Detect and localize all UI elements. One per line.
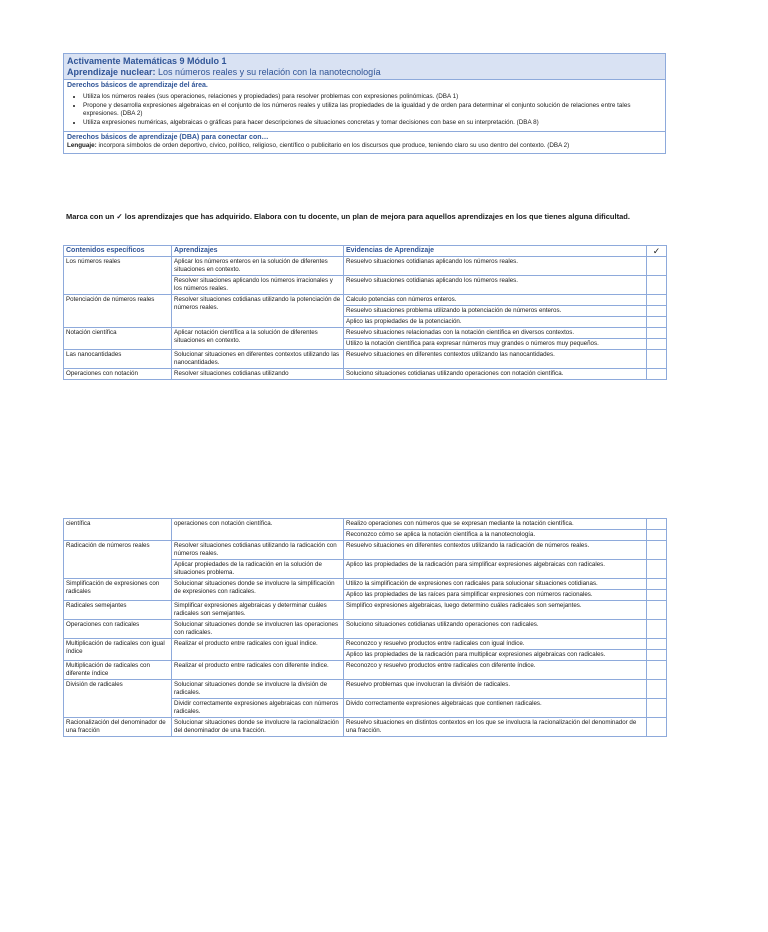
header-contenidos: Contenidos específicos (64, 246, 172, 257)
aprendizaje-cell: operaciones con notación científica. (172, 519, 344, 541)
contenido-cell: Multiplicación de radicales con igual índice (64, 639, 172, 661)
evidencia-cell: Soluciono situaciones cotidianas utilizando operaciones con radicales. (344, 620, 647, 639)
contenido-cell: Radicación de números reales (64, 541, 172, 579)
evidencia-cell: Realizo operaciones con números que se expresan mediante la notación científica. (344, 519, 647, 530)
table-row (64, 620, 667, 639)
aprendizaje-cell: Solucionar situaciones en diferentes contextos utilizando las nanocantidades. (172, 350, 344, 369)
aprendizaje-cell: Aplicar notación científica a la solución de diferentes situaciones en contexto. (172, 328, 344, 350)
check-cell[interactable] (647, 590, 667, 601)
contenido-cell: Operaciones con notación (64, 369, 172, 380)
dba-list (67, 93, 662, 127)
aprendizaje-cell: Realizar el producto entre radicales con diferente índice. (172, 661, 344, 680)
contenido-cell: Multiplicación de radicales con diferente índice (64, 661, 172, 680)
evidencia-cell: Soluciono situaciones cotidianas utilizando operaciones con notación científica. (344, 369, 647, 380)
evidencia-cell: Aplico las propiedades de la radicación para multiplicar expresiones algebraicas con radicales. (344, 650, 647, 661)
check-cell[interactable] (647, 328, 667, 339)
check-cell[interactable] (647, 339, 667, 350)
instruction-text: Marca con un ✓ los aprendizajes que has adquirido. Elabora con tu docente, un plan de mejora para aquellos aprendizajes en los que tienes alguna dificultad. (66, 212, 630, 221)
check-cell[interactable] (647, 317, 667, 328)
check-cell[interactable] (647, 639, 667, 650)
contenido-cell: Simplificación de expresiones con radicales (64, 579, 172, 601)
dba-item: • Utiliza los números reales (sus operaciones, relaciones y propiedades) para resolver problemas con expresiones polinómicas. (DBA 1) (83, 93, 662, 101)
evidencia-cell: Resuelvo situaciones en diferentes contextos utilizando la radicación de números reales. (344, 541, 647, 560)
evidencia-cell: Aplico las propiedades de la radicación para simplificar expresiones algebraicas con radicales. (344, 560, 647, 579)
dba-item: • Utiliza expresiones numéricas, algebraicas o gráficas para hacer descripciones de situaciones concretas y tomar decisiones con base en su interpretación. (DBA 8) (83, 119, 662, 127)
table-row (64, 519, 667, 530)
evidencia-cell: Calculo potencias con números enteros. (344, 295, 647, 306)
evidencia-cell: Reconozco cómo se aplica la notación científica a la nanotecnología. (344, 530, 647, 541)
contenido-cell: Radicales semejantes (64, 601, 172, 620)
check-cell[interactable] (647, 519, 667, 530)
table-row (64, 328, 667, 339)
evidencia-cell: Resuelvo situaciones cotidianas aplicando los números reales. (344, 257, 647, 276)
table-row (64, 295, 667, 306)
aprendizaje-cell: Simplificar expresiones algebraicas y determinar cuáles radicales son semejantes. (172, 601, 344, 620)
table-row (64, 661, 667, 680)
learning-nucleus (67, 67, 662, 78)
check-cell[interactable] (647, 530, 667, 541)
evidencia-cell: Aplico las propiedades de las raíces para simplificar expresiones con números racionales. (344, 590, 647, 601)
evidencia-cell: Resuelvo situaciones problema utilizando la potenciación de números enteros. (344, 306, 647, 317)
module-title: Activamente Matemáticas 9 Módulo 1 (67, 56, 227, 66)
dba-section (64, 80, 665, 131)
evidencia-cell: Divido correctamente expresiones algebraicas que contienen radicales. (344, 699, 647, 718)
contenido-cell: División de radicales (64, 680, 172, 718)
check-cell[interactable] (647, 560, 667, 579)
evidencia-cell: Utilizo la notación científica para expresar números muy grandes o números muy pequeños. (344, 339, 647, 350)
evidencia-cell: Resuelvo problemas que involucran la división de radicales. (344, 680, 647, 699)
contenido-cell: Racionalización del denominador de una fracción (64, 718, 172, 737)
evidencia-cell: Reconozco y resuelvo productos entre radicales con diferente índice. (344, 661, 647, 680)
aprendizaje-cell: Solucionar situaciones donde se involucre la simplificación de expresiones con radicales. (172, 579, 344, 601)
check-cell[interactable] (647, 601, 667, 620)
evidencia-cell: Resuelvo situaciones relacionadas con la notación científica en diversos contextos. (344, 328, 647, 339)
check-cell[interactable] (647, 718, 667, 737)
check-cell[interactable] (647, 257, 667, 276)
contenido-cell: Las nanocantidades (64, 350, 172, 369)
check-cell[interactable] (647, 661, 667, 680)
aprendizaje-cell: Dividir correctamente expresiones algebraicas con números radicales. (172, 699, 344, 718)
check-cell[interactable] (647, 541, 667, 560)
table-row (64, 369, 667, 380)
learning-table-page1 (63, 245, 667, 380)
lenguaje-label: Lenguaje: (67, 142, 97, 149)
connect-title: Derechos básicos de aprendizaje (DBA) para conectar con… (67, 134, 269, 141)
check-cell[interactable] (647, 369, 667, 380)
check-cell[interactable] (647, 579, 667, 590)
table-row (64, 541, 667, 560)
header-check: ✓ (647, 246, 667, 257)
evidencia-cell: Utilizo la simplificación de expresiones con radicales para solucionar situaciones cotidianas. (344, 579, 647, 590)
evidencia-cell: Reconozco y resuelvo productos entre radicales con igual índice. (344, 639, 647, 650)
header-title-block (64, 54, 665, 80)
evidencia-cell: Simplifico expresiones algebraicas, luego determino cuáles radicales son semejantes. (344, 601, 647, 620)
lenguaje-text: incorpora símbolos de orden deportivo, cívico, político, religioso, científico o publicitario en los discursos que produce, teniendo claro su uso dentro del contexto. (DBA 2) (98, 142, 570, 149)
check-cell[interactable] (647, 680, 667, 699)
table-header-row (64, 246, 667, 257)
header-evidencias: Evidencias de Aprendizaje (344, 246, 647, 257)
contenido-cell: Operaciones con radicales (64, 620, 172, 639)
aprendizaje-cell: Solucionar situaciones donde se involucre la división de radicales. (172, 680, 344, 699)
header-box (63, 53, 666, 154)
table-row (64, 579, 667, 590)
aprendizaje-cell: Solucionar situaciones donde se involucren las operaciones con radicales. (172, 620, 344, 639)
learning-table-page2 (63, 518, 667, 737)
aprendizaje-cell: Aplicar propiedades de la radicación en la solución de situaciones problema. (172, 560, 344, 579)
evidencia-cell: Aplico las propiedades de la potenciación. (344, 317, 647, 328)
check-cell[interactable] (647, 306, 667, 317)
aprendizaje-cell: Realizar el producto entre radicales con igual índice. (172, 639, 344, 661)
contenido-cell: Notación científica (64, 328, 172, 350)
check-cell[interactable] (647, 276, 667, 295)
aprendizaje-cell: Resolver situaciones cotidianas utilizando (172, 369, 344, 380)
header-aprendizajes: Aprendizajes (172, 246, 344, 257)
check-cell[interactable] (647, 620, 667, 639)
aprendizaje-cell: Solucionar situaciones donde se involucre la racionalización del denominador de una fracción. (172, 718, 344, 737)
table-row (64, 680, 667, 699)
table-row (64, 257, 667, 276)
evidencia-cell: Resuelvo situaciones cotidianas aplicando los números reales. (344, 276, 647, 295)
contenido-cell: Potenciación de números reales (64, 295, 172, 328)
aprendizaje-cell: Resolver situaciones cotidianas utilizando la radicación con números reales. (172, 541, 344, 560)
table-row (64, 601, 667, 620)
connect-lenguaje (67, 142, 662, 150)
connect-section (64, 131, 665, 153)
check-cell[interactable] (647, 350, 667, 369)
check-cell[interactable] (647, 650, 667, 661)
aprendizaje-cell: Resolver situaciones cotidianas utilizando la potenciación de números reales. (172, 295, 344, 328)
learning-nucleus-value: Los números reales y su relación con la nanotecnología (158, 67, 381, 77)
aprendizaje-cell: Resolver situaciones aplicando los números irracionales y los números reales. (172, 276, 344, 295)
evidencia-cell: Resuelvo situaciones en distintos contextos en los que se involucra la racionalización del denominador de una fracción. (344, 718, 647, 737)
dba-title: Derechos básicos de aprendizaje del área. (67, 82, 208, 89)
table-row (64, 350, 667, 369)
aprendizaje-cell: Aplicar los números enteros en la solución de diferentes situaciones en contexto. (172, 257, 344, 276)
check-cell[interactable] (647, 699, 667, 718)
contenido-cell: Los números reales (64, 257, 172, 295)
evidencia-cell: Resuelvo situaciones en diferentes contextos utilizando las nanocantidades. (344, 350, 647, 369)
contenido-cell: científica (64, 519, 172, 541)
table-row (64, 718, 667, 737)
dba-item: • Propone y desarrolla expresiones algebraicas en el conjunto de los números reales y utiliza las propiedades de la igualdad y de orden para determinar el conjunto solución de relaciones entre tales expresiones. (DBA 2) (83, 102, 662, 118)
table-row (64, 639, 667, 650)
learning-nucleus-label: Aprendizaje nuclear: (67, 67, 156, 77)
check-cell[interactable] (647, 295, 667, 306)
